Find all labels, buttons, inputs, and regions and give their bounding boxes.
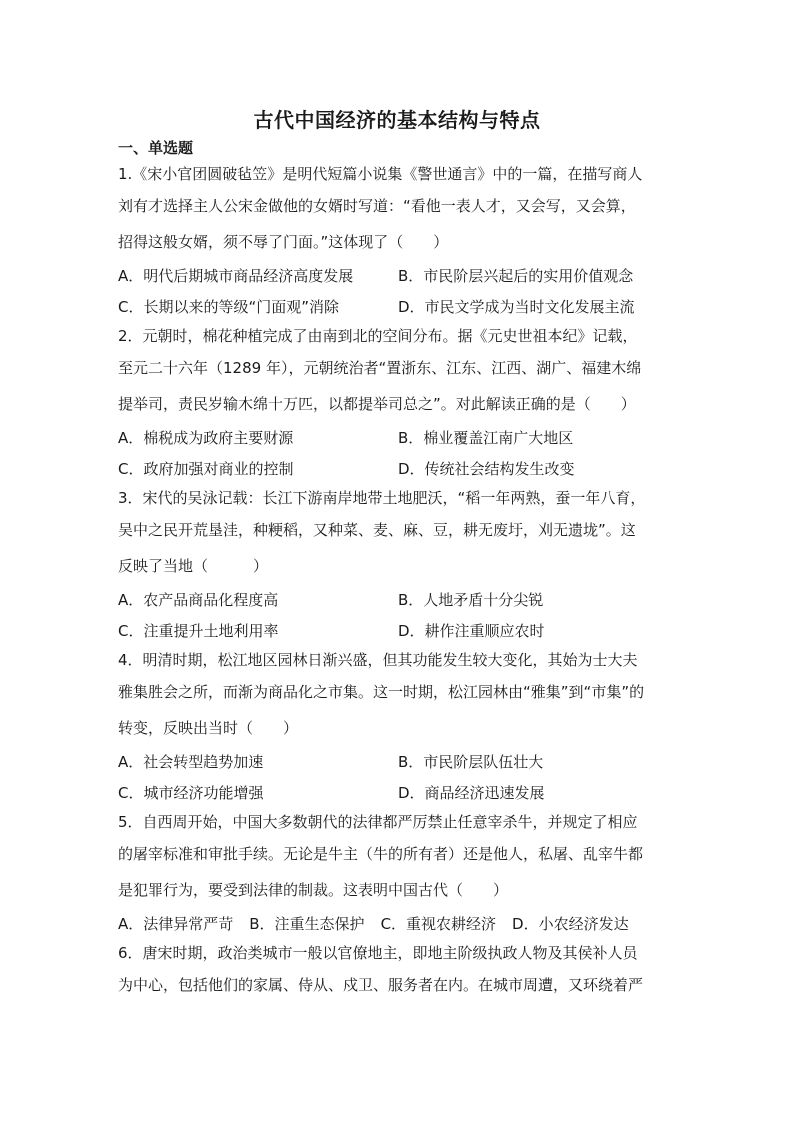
option-d[interactable]: D．传统社会结构发生改变 (398, 460, 575, 478)
option-b[interactable]: B．棉业覆盖江南广大地区 (398, 429, 574, 447)
option-c[interactable]: C．注重提升土地利用率 (118, 622, 279, 640)
option-c[interactable]: C．城市经济功能增强 (118, 784, 264, 802)
question-stem (118, 162, 678, 262)
stem-line: 2．元朝时，棉花种植完成了由南到北的空间分布。据《元史世祖本纪》记载， (118, 327, 638, 345)
option-row (118, 779, 678, 810)
option-d[interactable]: D．商品经济迅速发展 (398, 784, 545, 802)
stem-line: 3．宋代的吴泳记载：长江下游南岸地带土地肥沃，“稻一年两熟，蚕一年八育， (118, 489, 646, 507)
option-row (118, 262, 678, 293)
answer-options (118, 910, 678, 941)
stem-line: 招得这般女婿，须不辱了门面。”这体现了（ ） (118, 233, 449, 251)
question-stem (118, 324, 678, 424)
question-4 (118, 648, 678, 810)
question-3 (118, 486, 678, 648)
option-row (118, 586, 678, 617)
answer-options (118, 262, 678, 324)
stem-line: 6．唐宋时期，政治类城市一般以官僚地主，即地主阶级执政人物及其侯补人员 (118, 944, 638, 962)
stem-line: 4．明清时期，松江地区园林日渐兴盛，但其功能发生较大变化，其始为士大夫 (118, 651, 638, 669)
option-d[interactable]: D．小农经济发达 (512, 915, 629, 933)
option-b[interactable]: B．市民阶层兴起后的实用价值观念 (398, 267, 634, 285)
stem-line: 的屠宰标准和审批手续。无论是牛主（牛的所有者）还是他人，私屠、乱宰牛都 (118, 845, 644, 863)
option-a[interactable]: A．法律异常严苛 (118, 915, 234, 933)
stem-line: 至元二十六年（1289 年），元朝统治者“置浙东、江东、江西、湖广、福建木绵 (118, 359, 642, 377)
stem-line: 刘有才选择主人公宋金做他的女婿时写道：“看他一表人才，又会写，又会算， (118, 197, 636, 215)
option-b[interactable]: B．人地矛盾十分尖锐 (398, 591, 544, 609)
question-1 (118, 162, 678, 324)
option-row (118, 293, 678, 324)
stem-line: 是犯罪行为，要受到法律的制裁。这表明中国古代（ ） (118, 881, 509, 899)
question-stem (118, 648, 678, 748)
section-heading: 一、单选题 (118, 139, 194, 157)
stem-line: 5．自西周开始，中国大多数朝代的法律都严厉禁止任意宰杀牛，并规定了相应 (118, 813, 638, 831)
question-stem (118, 810, 678, 910)
option-d[interactable]: D．市民文学成为当时文化发展主流 (398, 298, 635, 316)
option-d[interactable]: D．耕作注重顺应农时 (398, 622, 545, 640)
page-title: 古代中国经济的基本结构与特点 (253, 108, 541, 132)
option-row (118, 748, 678, 779)
stem-line: 雅集胜会之所，而渐为商品化之市集。这一时期，松江园林由“雅集”到“市集”的 (118, 683, 645, 701)
stem-line: 为中心，包括他们的家属、侍从、戍卫、服务者在内。在城市周遭，又环绕着严 (118, 976, 644, 994)
option-c[interactable]: C．重视农耕经济 (380, 915, 497, 933)
stem-line: 提举司，责民岁输木绵十万匹，以都提举司总之”。对此解读正确的是（ ） (118, 395, 636, 413)
option-a[interactable]: A．明代后期城市商品经济高度发展 (118, 267, 354, 285)
question-stem (118, 941, 678, 1005)
option-row (118, 910, 678, 941)
answer-options (118, 586, 678, 648)
option-a[interactable]: A．社会转型趋势加速 (118, 753, 264, 771)
stem-line: 吴中之民开荒垦洼，种粳稻，又种菜、麦、麻、豆，耕无废圩，刈无遗垅”。这 (118, 521, 636, 539)
question-stem (118, 486, 678, 586)
option-b[interactable]: B．市民阶层队伍壮大 (398, 753, 544, 771)
option-c[interactable]: C．政府加强对商业的控制 (118, 460, 294, 478)
stem-line: 转变，反映出当时（ ） (118, 719, 299, 737)
question-5 (118, 810, 678, 941)
option-row (118, 424, 678, 455)
question-6 (118, 941, 678, 1005)
question-list (118, 162, 678, 1005)
option-row (118, 617, 678, 648)
option-a[interactable]: A．棉税成为政府主要财源 (118, 429, 294, 447)
stem-line: 1.《宋小官团圆破毡笠》是明代短篇小说集《警世通言》中的一篇，在描写商人 (118, 165, 643, 183)
stem-line: 反映了当地（ ） (118, 557, 269, 575)
option-a[interactable]: A．农产品商品化程度高 (118, 591, 279, 609)
option-c[interactable]: C．长期以来的等级“门面观”消除 (118, 298, 340, 316)
option-row (118, 455, 678, 486)
answer-options (118, 748, 678, 810)
option-b[interactable]: B．注重生态保护 (249, 915, 365, 933)
question-2 (118, 324, 678, 486)
answer-options (118, 424, 678, 486)
